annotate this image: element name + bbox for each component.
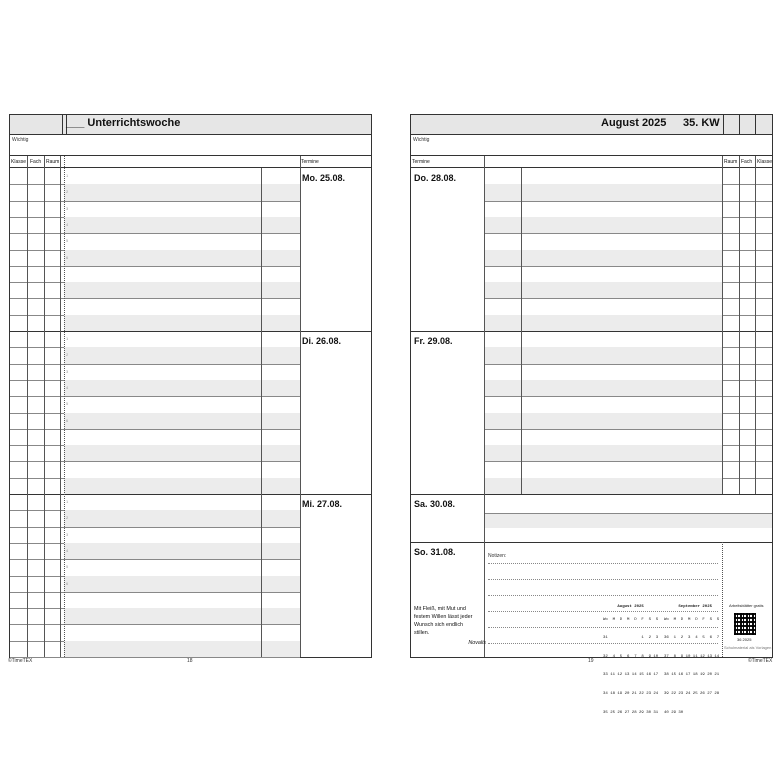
row-line [10, 429, 300, 430]
period-number: 2 [66, 515, 69, 521]
week-title: ___ Unterrichtswoche [66, 117, 181, 129]
row-shade [484, 217, 722, 233]
row-line [10, 298, 300, 299]
row-shade [64, 641, 300, 657]
col-line [755, 156, 756, 494]
right-col-raum: Raum [724, 159, 738, 165]
row-line [10, 592, 300, 593]
cal-aug-title: August 2025 [617, 605, 644, 610]
row-shade [64, 478, 300, 494]
row-shade [64, 250, 300, 266]
period-number: 1 [66, 499, 69, 504]
period-number: 6 [66, 580, 69, 586]
period-number: 4 [66, 221, 69, 227]
row-line [10, 657, 300, 658]
row-line [484, 266, 772, 267]
left-col-raum: Raum [46, 159, 60, 165]
cal-sep-title: September 2025 [678, 605, 713, 610]
right-col-termine: Termine [412, 159, 430, 165]
col-line [739, 156, 740, 494]
notes-line [488, 563, 718, 564]
period-number: 4 [66, 384, 69, 390]
period-number: 1 [66, 336, 69, 341]
right-column-header [411, 156, 772, 168]
col-line [64, 156, 65, 657]
row-line [10, 461, 300, 462]
period-number: 2 [66, 352, 69, 358]
qr-code-text: 36 2025 [737, 637, 752, 642]
row-line [10, 624, 300, 625]
row-line [10, 559, 300, 560]
row-line [10, 527, 300, 528]
quote [414, 605, 486, 647]
row-line [10, 201, 300, 202]
period-number: 3 [66, 531, 69, 537]
cal-row: 32 4 5 6 7 8 9 10 [603, 654, 659, 659]
col-line [261, 168, 262, 657]
row-line [484, 396, 772, 397]
left-col-fach: Fach [30, 159, 42, 165]
day-label: So. 31.08. [414, 547, 456, 557]
mini-calendar-august [603, 598, 658, 728]
notizen-label: Notizen: [488, 553, 507, 559]
notes-line [488, 595, 718, 596]
left-page [0, 104, 388, 668]
day-separator [411, 331, 772, 332]
header-kw: 35. KW [683, 117, 720, 129]
day-label: Fr. 29.08. [414, 336, 453, 346]
row-line [10, 233, 300, 234]
left-page-number: 18 [187, 658, 193, 664]
col-line [27, 156, 28, 657]
row-shade [64, 380, 300, 396]
col-line [60, 156, 61, 657]
left-footer-brand: ©TimeTEX [8, 658, 33, 664]
cal-row: Wo M D M D F S S [603, 617, 659, 622]
right-wichtig-label: Wichtig [413, 137, 430, 143]
qr-code-icon[interactable] [734, 613, 756, 635]
row-shade [64, 510, 300, 526]
mini-calendar-september [664, 598, 719, 728]
quote-line: Wunsch sich endlich [414, 622, 464, 628]
row-shade [64, 282, 300, 298]
row-line [10, 396, 300, 397]
quote-line: Mit Fleiß, mit Mut und [414, 606, 466, 612]
left-wichtig-row [10, 135, 371, 156]
period-number: 3 [66, 368, 69, 374]
right-footer-brand: ©TimeTEX [748, 658, 773, 664]
right-header [411, 115, 772, 135]
col-line [722, 542, 723, 657]
left-header [10, 115, 371, 135]
day-label: Mi. 27.08. [302, 499, 343, 509]
period-number: 4 [66, 547, 69, 553]
day-label: Di. 26.08. [302, 336, 342, 346]
cal-row: 34 18 19 20 21 22 23 24 [603, 692, 659, 697]
row-shade [64, 413, 300, 429]
day-label: Mo. 25.08. [302, 173, 346, 183]
cal-row: Wo M D M D F S S [664, 617, 720, 622]
cal-row: 39 22 23 24 25 26 27 28 [664, 692, 720, 697]
row-shade [64, 576, 300, 592]
right-col-klasse: Klasse [757, 159, 773, 165]
row-shade [64, 184, 300, 200]
row-shade [64, 347, 300, 363]
cal-row: 37 8 9 10 11 12 13 14 [664, 654, 720, 659]
row-shade [484, 184, 722, 200]
quote-author: Novalis [468, 640, 486, 646]
period-number: 5 [66, 401, 69, 407]
col-line [484, 156, 485, 542]
period-number: 6 [66, 417, 69, 423]
left-col-klasse: Klasse [11, 159, 27, 165]
day-separator [411, 494, 772, 495]
col-line [44, 156, 45, 657]
quote-line: stillen. [414, 630, 430, 636]
right-wichtig-row [411, 135, 772, 156]
period-number: 5 [66, 238, 69, 244]
col-line [521, 168, 522, 494]
row-shade [64, 445, 300, 461]
row-shade [484, 282, 722, 298]
col-line [722, 156, 723, 494]
period-number: 5 [66, 564, 69, 570]
row-shade [64, 608, 300, 624]
row-shade [484, 514, 772, 528]
row-line [10, 364, 300, 365]
col-line [300, 156, 301, 657]
row-shade [64, 315, 300, 331]
day-separator [411, 542, 772, 543]
day-label: Sa. 30.08. [414, 499, 456, 509]
cal-row: 31 1 2 3 [603, 636, 659, 641]
header-month: August 2025 [601, 117, 667, 129]
row-line [484, 461, 772, 462]
row-line [484, 298, 772, 299]
row-shade [484, 250, 722, 266]
period-number: 3 [66, 205, 69, 211]
quote-line: festem Willen lässt jeder [414, 614, 473, 620]
left-col-termine: Termine [301, 159, 319, 165]
cal-row: 40 29 30 [664, 710, 684, 715]
row-shade [484, 347, 722, 363]
period-number: 2 [66, 189, 69, 195]
right-col-fach: Fach [741, 159, 753, 165]
period-number: 6 [66, 254, 69, 260]
cal-row: 38 15 16 17 18 19 20 21 [664, 673, 720, 678]
cal-row: 35 25 26 27 28 29 30 31 [603, 710, 659, 715]
row-line [484, 233, 772, 234]
qr-caption: Schulmaterial als Vorlagen [724, 645, 772, 650]
row-shade [64, 217, 300, 233]
row-line [10, 266, 300, 267]
row-shade [484, 478, 722, 494]
row-line [484, 201, 772, 202]
right-page [392, 104, 780, 715]
cal-row: 36 1 2 3 4 5 6 7 [664, 636, 720, 641]
row-shade [484, 413, 722, 429]
row-shade [484, 315, 722, 331]
right-page-number: 19 [588, 658, 594, 664]
row-shade [484, 380, 722, 396]
period-number: 1 [66, 173, 69, 178]
day-label: Do. 28.08. [414, 173, 457, 183]
row-shade [484, 445, 722, 461]
row-shade [64, 543, 300, 559]
row-line [484, 364, 772, 365]
arbeitsblaetter-label: Arbeitsblätter gratis [729, 603, 764, 608]
left-sheet [9, 114, 372, 658]
notes-line [488, 579, 718, 580]
left-wichtig-label: Wichtig [12, 137, 29, 143]
cal-row: 33 11 12 13 14 15 16 17 [603, 673, 659, 678]
row-line [484, 429, 772, 430]
